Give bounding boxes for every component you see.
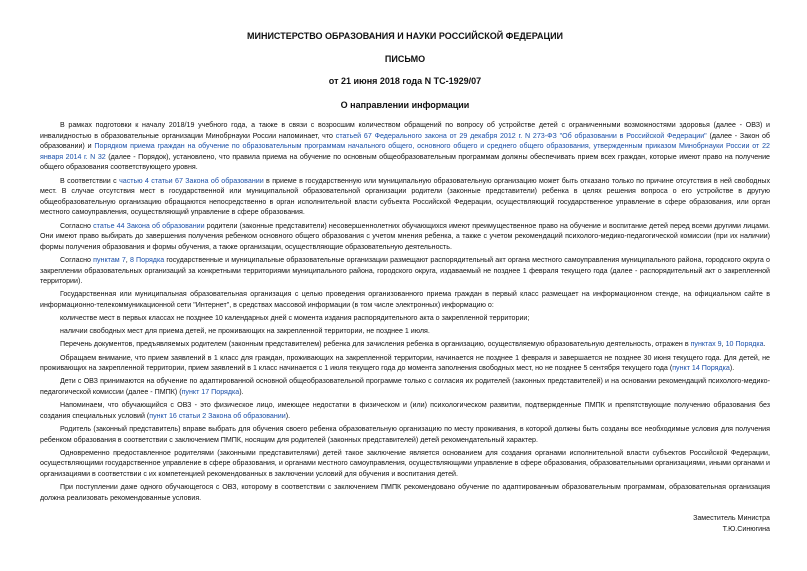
body-paragraph: [40, 424, 770, 445]
paragraph-text: наличии свободных мест для приема детей, не проживающих на закрепленной территории, не позднее 1 июля.: [60, 327, 430, 336]
body-paragraph: [40, 339, 770, 350]
paragraph-text: Согласно: [60, 221, 94, 230]
signature-block: [40, 513, 770, 535]
paragraph-text: ,: [721, 340, 726, 349]
body-paragraph: [40, 326, 770, 337]
document-date-number: от 21 июня 2018 года N ТС-1929/07: [328, 76, 482, 86]
body-paragraph: [40, 313, 770, 324]
law-reference-link[interactable]: частью 4 статьи 67 Закона об образовании: [119, 176, 264, 185]
document-subject: О направлении информации: [340, 100, 470, 110]
paragraph-text: ).: [729, 364, 735, 373]
law-reference-link[interactable]: 10 Порядка: [725, 340, 764, 349]
law-reference-link[interactable]: Порядком приема граждан на обучение по образовательным программам начального общего, основного общего и среднего общего образования, утвержденным приказом Минобрнауки России от 22 января 2014 г. N 32: [40, 142, 770, 161]
body-paragraph: [40, 353, 770, 374]
document-page: [40, 31, 770, 535]
paragraph-text: Напоминаем, что обучающийся с ОВЗ - это физическое лицо, имеющее недостатки в физическом и (или) психологическом развитии, подтвержденные ПМПК и препятствующие получению образования без создания специальных условий (: [40, 401, 770, 420]
document-body: [40, 120, 770, 503]
paragraph-text: В соответствии с: [60, 176, 120, 185]
law-reference-link[interactable]: пункт 16 статьи 2 Закона об образовании: [149, 411, 286, 420]
paragraph-text: ,: [125, 255, 130, 264]
law-reference-link[interactable]: пунктам 7: [93, 255, 126, 264]
law-reference-link[interactable]: 8 Порядка: [129, 255, 165, 264]
body-paragraph: [40, 448, 770, 480]
body-paragraph: [40, 376, 770, 397]
body-paragraph: [40, 482, 770, 503]
paragraph-text: В рамках подготовки к началу 2018/19 учебного года, а также в связи с возросшим количеством обращений по вопросу об устройстве детей с ограниченными возможностями здоровья (далее - ОВЗ) и инвалидностью в образовательные организации Минобрнауки России напоминает, что: [40, 121, 770, 140]
document-type: ПИСЬМО: [384, 54, 426, 64]
body-paragraph: [40, 221, 770, 253]
paragraph-text: ).: [285, 411, 291, 420]
body-paragraph: [40, 400, 770, 421]
paragraph-text: количестве мест в первых классах не позднее 10 календарных дней с момента издания распорядительного акта о закрепленной территории;: [60, 314, 530, 323]
paragraph-text: .: [763, 340, 766, 349]
body-paragraph: [40, 176, 770, 218]
paragraph-text: Дети с ОВЗ принимаются на обучение по адаптированной основной общеобразовательной программе только с согласия их родителей (законных представителей) и на основании рекомендаций психолого-медико-педагогической комиссии (далее - ПМПК) (: [40, 377, 770, 396]
signature-name: Т.Ю.Синюгина: [722, 525, 770, 534]
law-reference-link[interactable]: пункт 14 Порядка: [672, 364, 730, 373]
paragraph-text: государственные и муниципальные образовательные организации размещают распорядительный акт органа местного самоуправления муниципального района, городского округа о закреплении образовательных организаций за конкретными территориями муниципального района, городского округа, издаваемый не позднее 1 февраля текущего года (далее - распорядительный акт о закрепленной территории).: [40, 255, 770, 286]
paragraph-text: в приеме в государственную или муниципальную образовательную организацию может быть отказано только по причине отсутствия в ней свободных мест. В случае отсутствия мест в государственной или муниципальной образовательной организации родители (законные представители) ребенка в целях решения вопроса о его устройстве в другую общеобразовательную организацию обращаются непосредственно в орган исполнительной власти субъекта Российской Федерации, осуществляющий государственное управление в сфере образования, или орган местного самоуправления, осуществляющий управление в сфере образования.: [40, 176, 771, 217]
signature-position: Заместитель Министра: [693, 514, 770, 523]
body-paragraph: [40, 120, 770, 173]
paragraph-text: Одновременно предоставленное родителями (законными представителями) детей такое заключение является основанием для создания органами исполнительной власти субъектов Российской Федерации, осуществляющими государственное управление в сфере образования, и органами местного самоуправления, осуществляющими управление в сфере образования, образовательными организациями, иными органами и организациями в соответствии с их компетенцией рекомендованных в заключении условий для обучения и воспитания детей.: [40, 448, 770, 478]
law-reference-link[interactable]: пункт 17 Порядка: [181, 388, 240, 396]
paragraph-text: Родитель (законный представитель) вправе выбрать для обучения своего ребенка образовательную организацию по месту проживания, в которой должны быть созданы все необходимые условия для получения ребенком образования в соответствии с заключением ПМПК, носящим для родителей (законных представителей) детей рекомендательный характер.: [40, 424, 770, 444]
paragraph-text: При поступлении даже одного обучающегося с ОВЗ, которому в соответствии с заключением ПМПК рекомендовано обучение по адаптированным образовательным программам, образовательная организация должна реализовать рекомендованные условия.: [40, 483, 770, 502]
paragraph-text: Государственная или муниципальная образовательная организация с целью проведения организованного приема граждан в первый класс размещает на информационном стенде, на официальном сайте в информационно-телекоммуникационной сети "Интернет", в средствах массовой информации (в том числе электронных) информацию о:: [40, 290, 770, 309]
paragraph-text: родители (законные представители) несовершеннолетних обучающихся имеют преимущественное право на обучение и воспитание детей перед всеми другими лицами. Они имеют право выбирать до завершения получения ребенком основного общего образования с учетом мнения ребенка, а также с учетом рекомендаций психолого-медико-педагогической комиссии (при их наличии) формы получения образования и формы обучения, а также организации, осуществляющие образовательную деятельность.: [40, 221, 771, 251]
law-reference-link[interactable]: статьей 67 Федерального закона от 29 декабря 2012 г. N 273-ФЗ "Об образовании в Российской Федерации": [335, 131, 707, 140]
paragraph-text: Согласно: [60, 255, 94, 264]
paragraph-text: Перечень документов, предъявляемых родителем (законным представителем) ребенка для зачисления ребенка в организацию, осуществляемую образовательную деятельность, отражен в: [60, 340, 691, 349]
paragraph-text: (далее - Закон об образовании) и: [40, 131, 771, 151]
paragraph-text: Обращаем внимание, что прием заявлений в 1 класс для граждан, проживающих на закрепленной территории, начинается не позднее 1 февраля и завершается не позднее 30 июня текущего года. Для детей, не проживающих на закрепленной территории, прием заявлений в 1 класс начинается с 1 июля текущего года до момента заполнения свободных мест, но не позднее 5 сентября текущего года (: [40, 353, 770, 373]
paragraph-text: ).: [239, 388, 244, 396]
ministry-title: МИНИСТЕРСТВО ОБРАЗОВАНИЯ И НАУКИ РОССИЙСКОЙ ФЕДЕРАЦИИ: [246, 31, 564, 41]
paragraph-text: (далее - Порядок), установлено, что правила приема на обучение по основным общеобразовательным программам должны обеспечивать прием всех граждан, которые имеют право на получение общего образования соответствующего уровня.: [40, 152, 770, 172]
body-paragraph: [40, 289, 770, 310]
body-paragraph: [40, 255, 770, 287]
law-reference-link[interactable]: статье 44 Закона об образовании: [93, 221, 205, 230]
law-reference-link[interactable]: пунктах 9: [690, 340, 722, 349]
